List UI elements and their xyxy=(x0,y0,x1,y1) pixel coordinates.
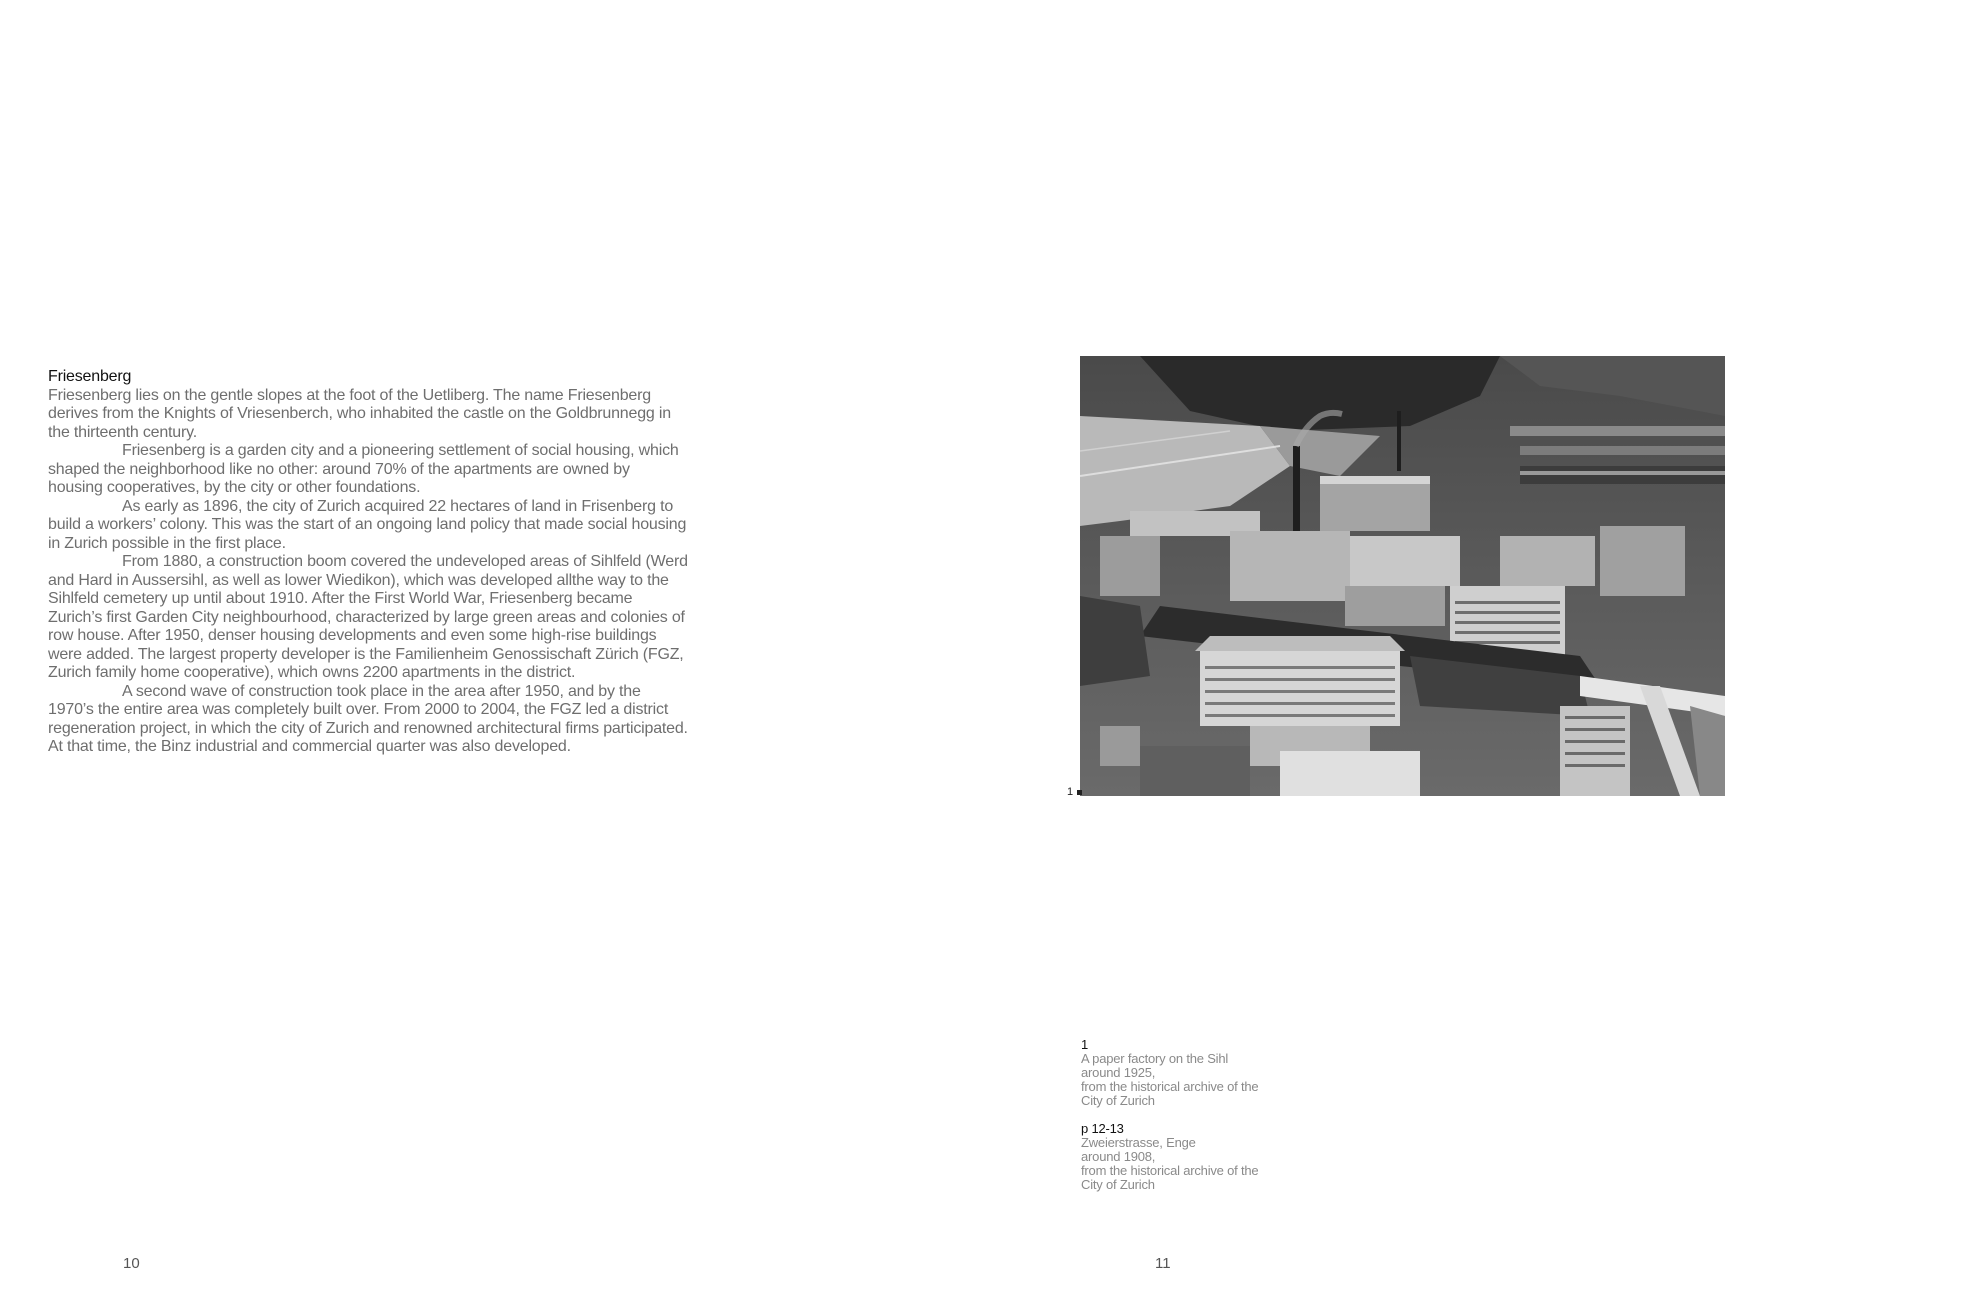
page-number-right: 11 xyxy=(1155,1255,1171,1272)
marker-square-icon xyxy=(1077,790,1082,795)
aerial-photo-paper-factory xyxy=(1080,356,1725,796)
article-heading: Friesenberg xyxy=(48,368,132,385)
captions xyxy=(1081,1038,1311,1206)
caption-line: from the historical archive of the xyxy=(1081,1163,1259,1178)
caption-line: from the historical archive of the xyxy=(1081,1079,1259,1094)
caption-1 xyxy=(1081,1038,1311,1108)
paragraph-3: As early as 1896, the city of Zurich acquired 22 hectares of land in Frisenberg to build a workers’ colony. This was the start of an ongoing land policy that made social housing in Zurich possible in the first place. xyxy=(48,497,687,552)
caption-line: around 1925, xyxy=(1081,1065,1156,1080)
caption-head: p 12-13 xyxy=(1081,1121,1124,1136)
caption-line: City of Zurich xyxy=(1081,1093,1155,1108)
caption-head: 1 xyxy=(1081,1037,1089,1052)
caption-2 xyxy=(1081,1122,1311,1192)
caption-line: A paper factory on the Sihl xyxy=(1081,1051,1229,1066)
paragraph-4: From 1880, a construction boom covered the undeveloped areas of Sihlfeld (Werd and Hard in Aussersihl, as well as lower Wiedikon), which was developed allthe way to the Sihlfeld cemetery up until about 1910. After the First World War, Friesenberg became Zurich’s first Garden City neighbourhood, characterized by large green areas and colonies of row house. After 1950, denser housing developments and even some high-rise buildings were added. The largest property developer is the Familienheim Genossischaft Zürich (FGZ, Zurich family home cooperative), which owns 2200 apartments in the district. xyxy=(48,553,688,681)
page-number-left: 10 xyxy=(123,1255,140,1272)
figure-marker xyxy=(1067,786,1082,798)
figure-number: 1 xyxy=(1067,786,1074,798)
caption-line: around 1908, xyxy=(1081,1149,1156,1164)
photo-illustration xyxy=(1080,356,1725,796)
caption-line: City of Zurich xyxy=(1081,1177,1155,1192)
paragraph-1: Friesenberg lies on the gentle slopes at the foot of the Uetliberg. The name Friesenberg derives from the Knights of Vriesenberch, who inhabited the castle on the Goldbrunnegg in the thirteenth century. xyxy=(48,386,671,441)
article-text xyxy=(48,368,688,757)
caption-line: Zweierstrasse, Enge xyxy=(1081,1135,1196,1150)
paragraph-2: Friesenberg is a garden city and a pioneering settlement of social housing, which shaped the neighborhood like no other: around 70% of the apartments are owned by housing cooperatives, by the city or other foundations. xyxy=(48,442,679,496)
paragraph-5: A second wave of construction took place in the area after 1950, and by the 1970’s the entire area was completely built over. From 2000 to 2004, the FGZ led a district regeneration project, in which the city of Zurich and renowned architectural firms participated. At that time, the Binz industrial and commercial quarter was also developed. xyxy=(48,682,688,755)
